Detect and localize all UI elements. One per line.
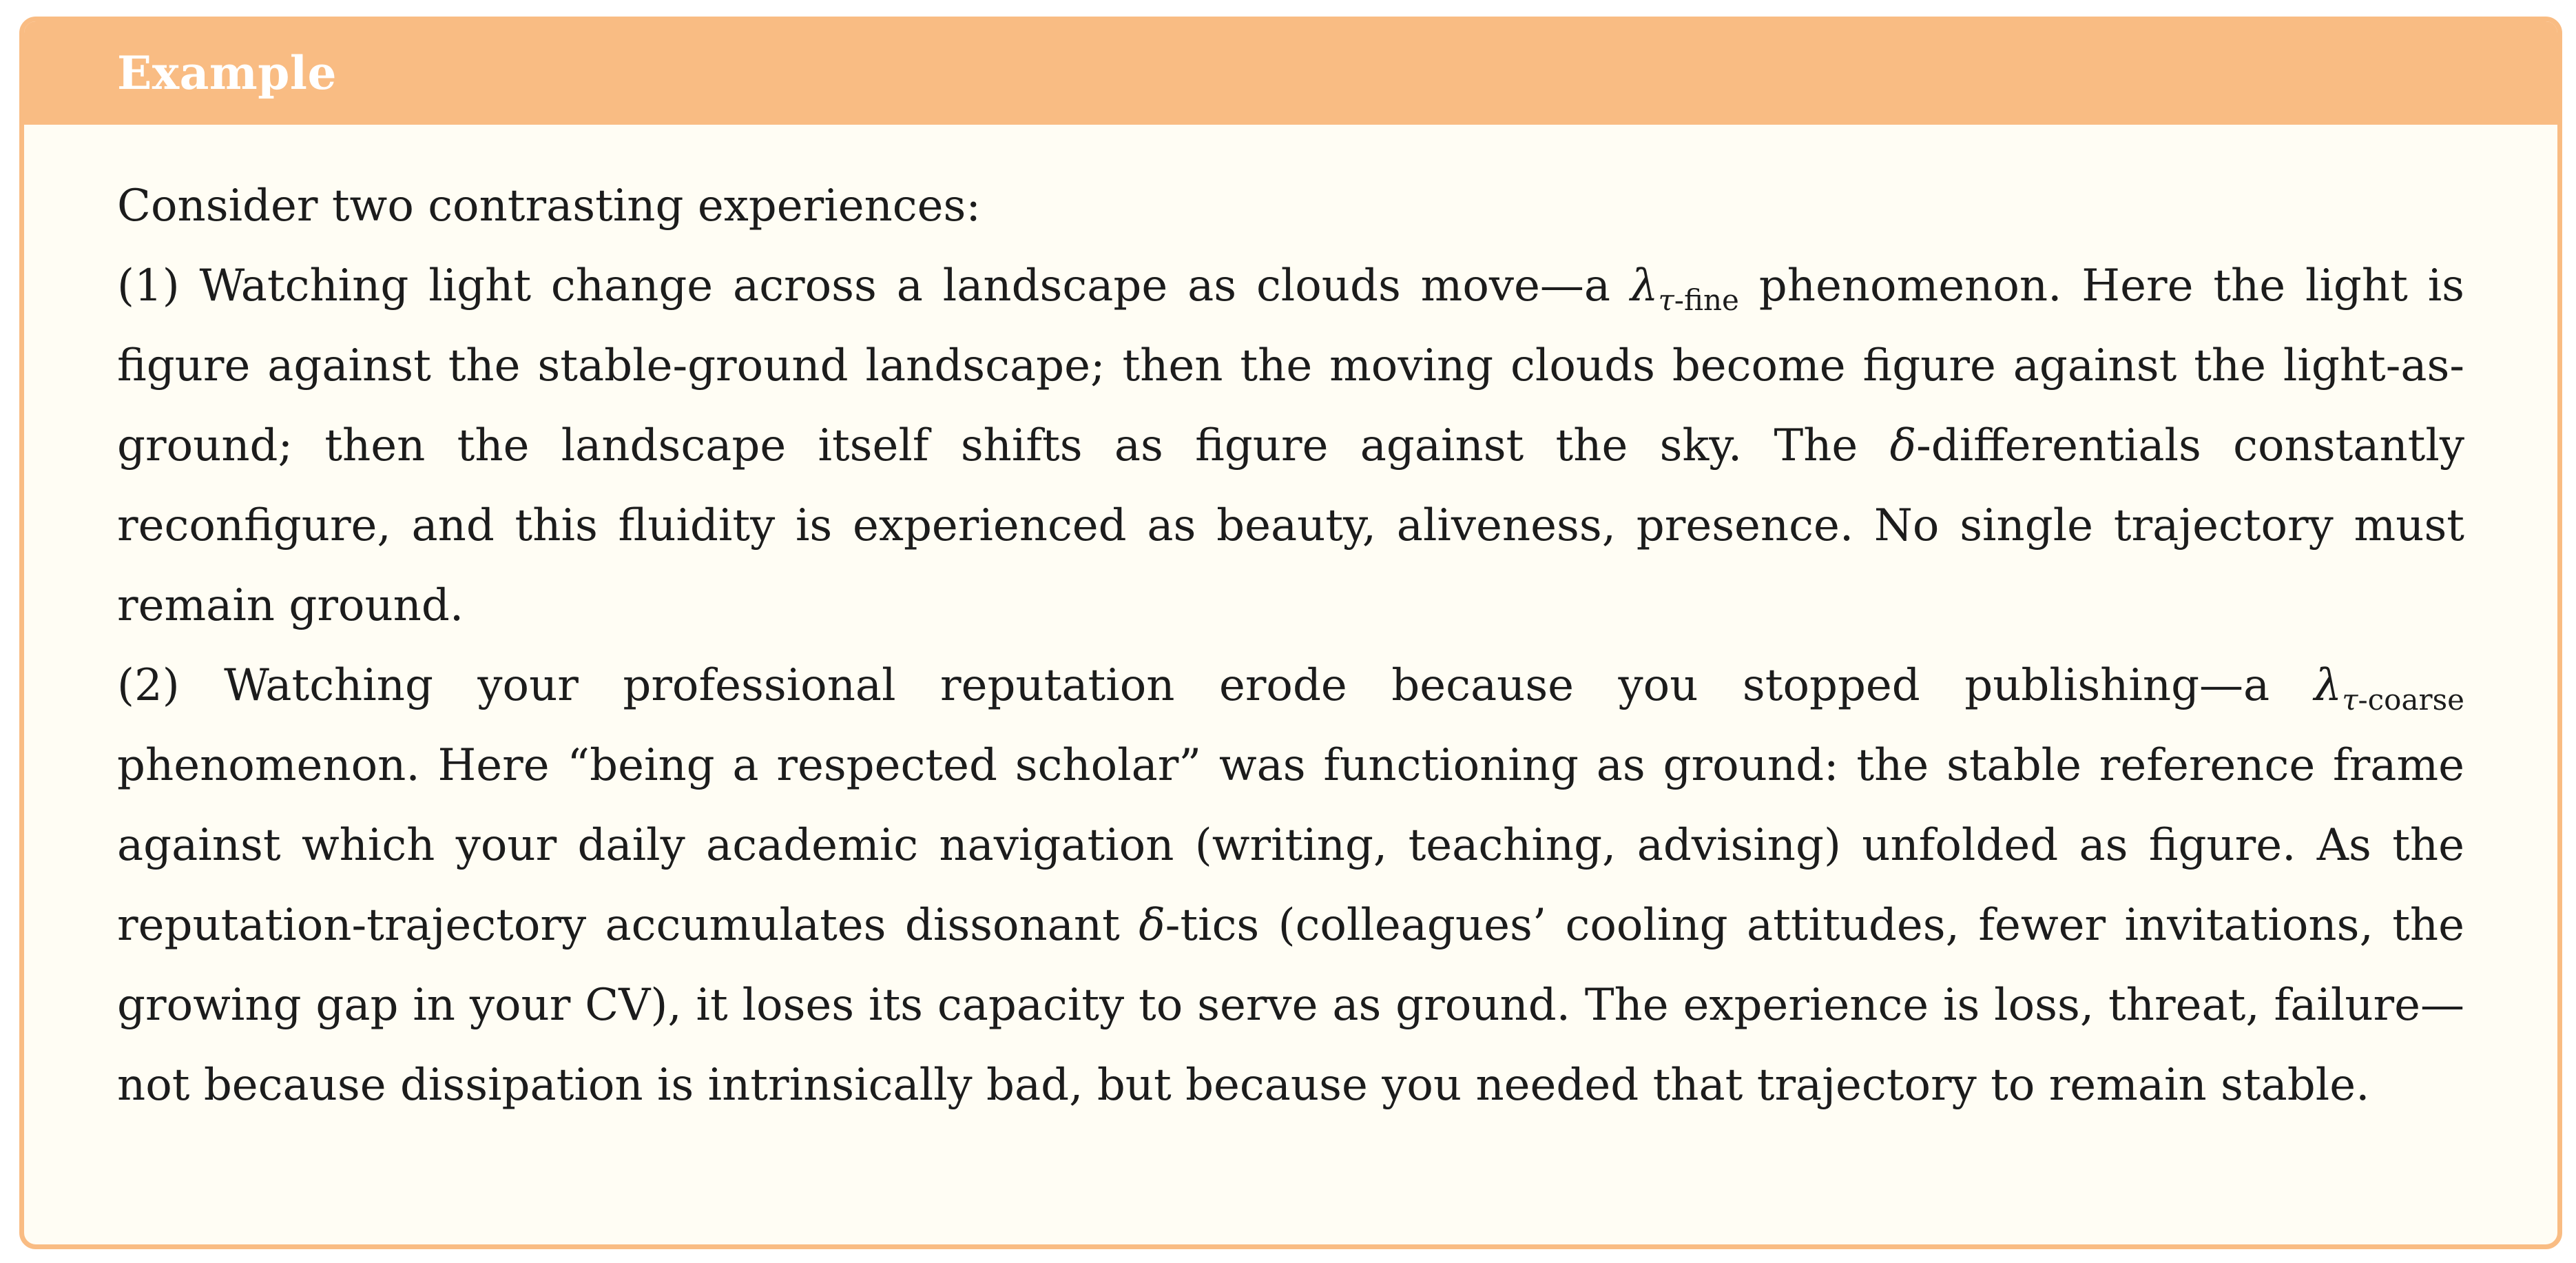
item-1-subscript-rest: -fine — [1674, 283, 1739, 317]
item-1-text-a: (1) Watching light change across a landscape as clouds move—a — [117, 260, 1630, 311]
item-2-text-b: phenomenon. Here “being a respected scholar” was functioning as ground: the stable reference frame against which your daily academic navigation (writing, teaching, advising) unfolded as figure. As the reputation-trajectory accumulates dissonant — [117, 740, 2464, 951]
item-2-paragraph — [117, 646, 2464, 1125]
item-2-text-c: -tics (colleagues’ cooling attitudes, fewer invitations, the growing gap in your CV), it loses its capacity to serve as ground. The experience is loss, threat, failure—not because dissipation is intrinsically bad, but because you needed that trajectory to remain stable. — [117, 900, 2464, 1111]
item-1-text-c: -differentials constantly reconfigure, and this fluidity is experienced as beauty, aliveness, presence. No single trajectory must remain ground. — [117, 420, 2465, 631]
item-2-subscript-tau: τ — [2342, 683, 2358, 717]
intro-paragraph: Consider two contrasting experiences: — [117, 181, 981, 232]
item-2-lambda-symbol: λ — [2314, 660, 2343, 711]
item-2-text-a: (2) Watching your professional reputation erode because you stopped publishing—a — [117, 660, 2314, 711]
item-1-paragraph — [117, 246, 2464, 646]
example-title: Example — [117, 46, 337, 100]
item-2-subscript-rest: -coarse — [2358, 683, 2464, 717]
item-1-subscript — [1659, 283, 1739, 317]
item-1-text-b: phenomenon. Here the light is figure against the stable-ground landscape; then the moving clouds become figure against the light-as-ground; then the landscape itself shifts as figure against the sky. The — [117, 260, 2465, 471]
item-1-subscript-tau: τ — [1658, 283, 1674, 317]
example-body — [24, 125, 2557, 1125]
item-2-subscript — [2342, 683, 2464, 717]
example-box — [19, 17, 2562, 1249]
item-2-delta-symbol: δ — [1139, 900, 1165, 951]
item-1-delta-symbol: δ — [1889, 420, 1917, 471]
example-header — [24, 21, 2557, 125]
item-1-lambda-symbol: λ — [1630, 260, 1659, 311]
